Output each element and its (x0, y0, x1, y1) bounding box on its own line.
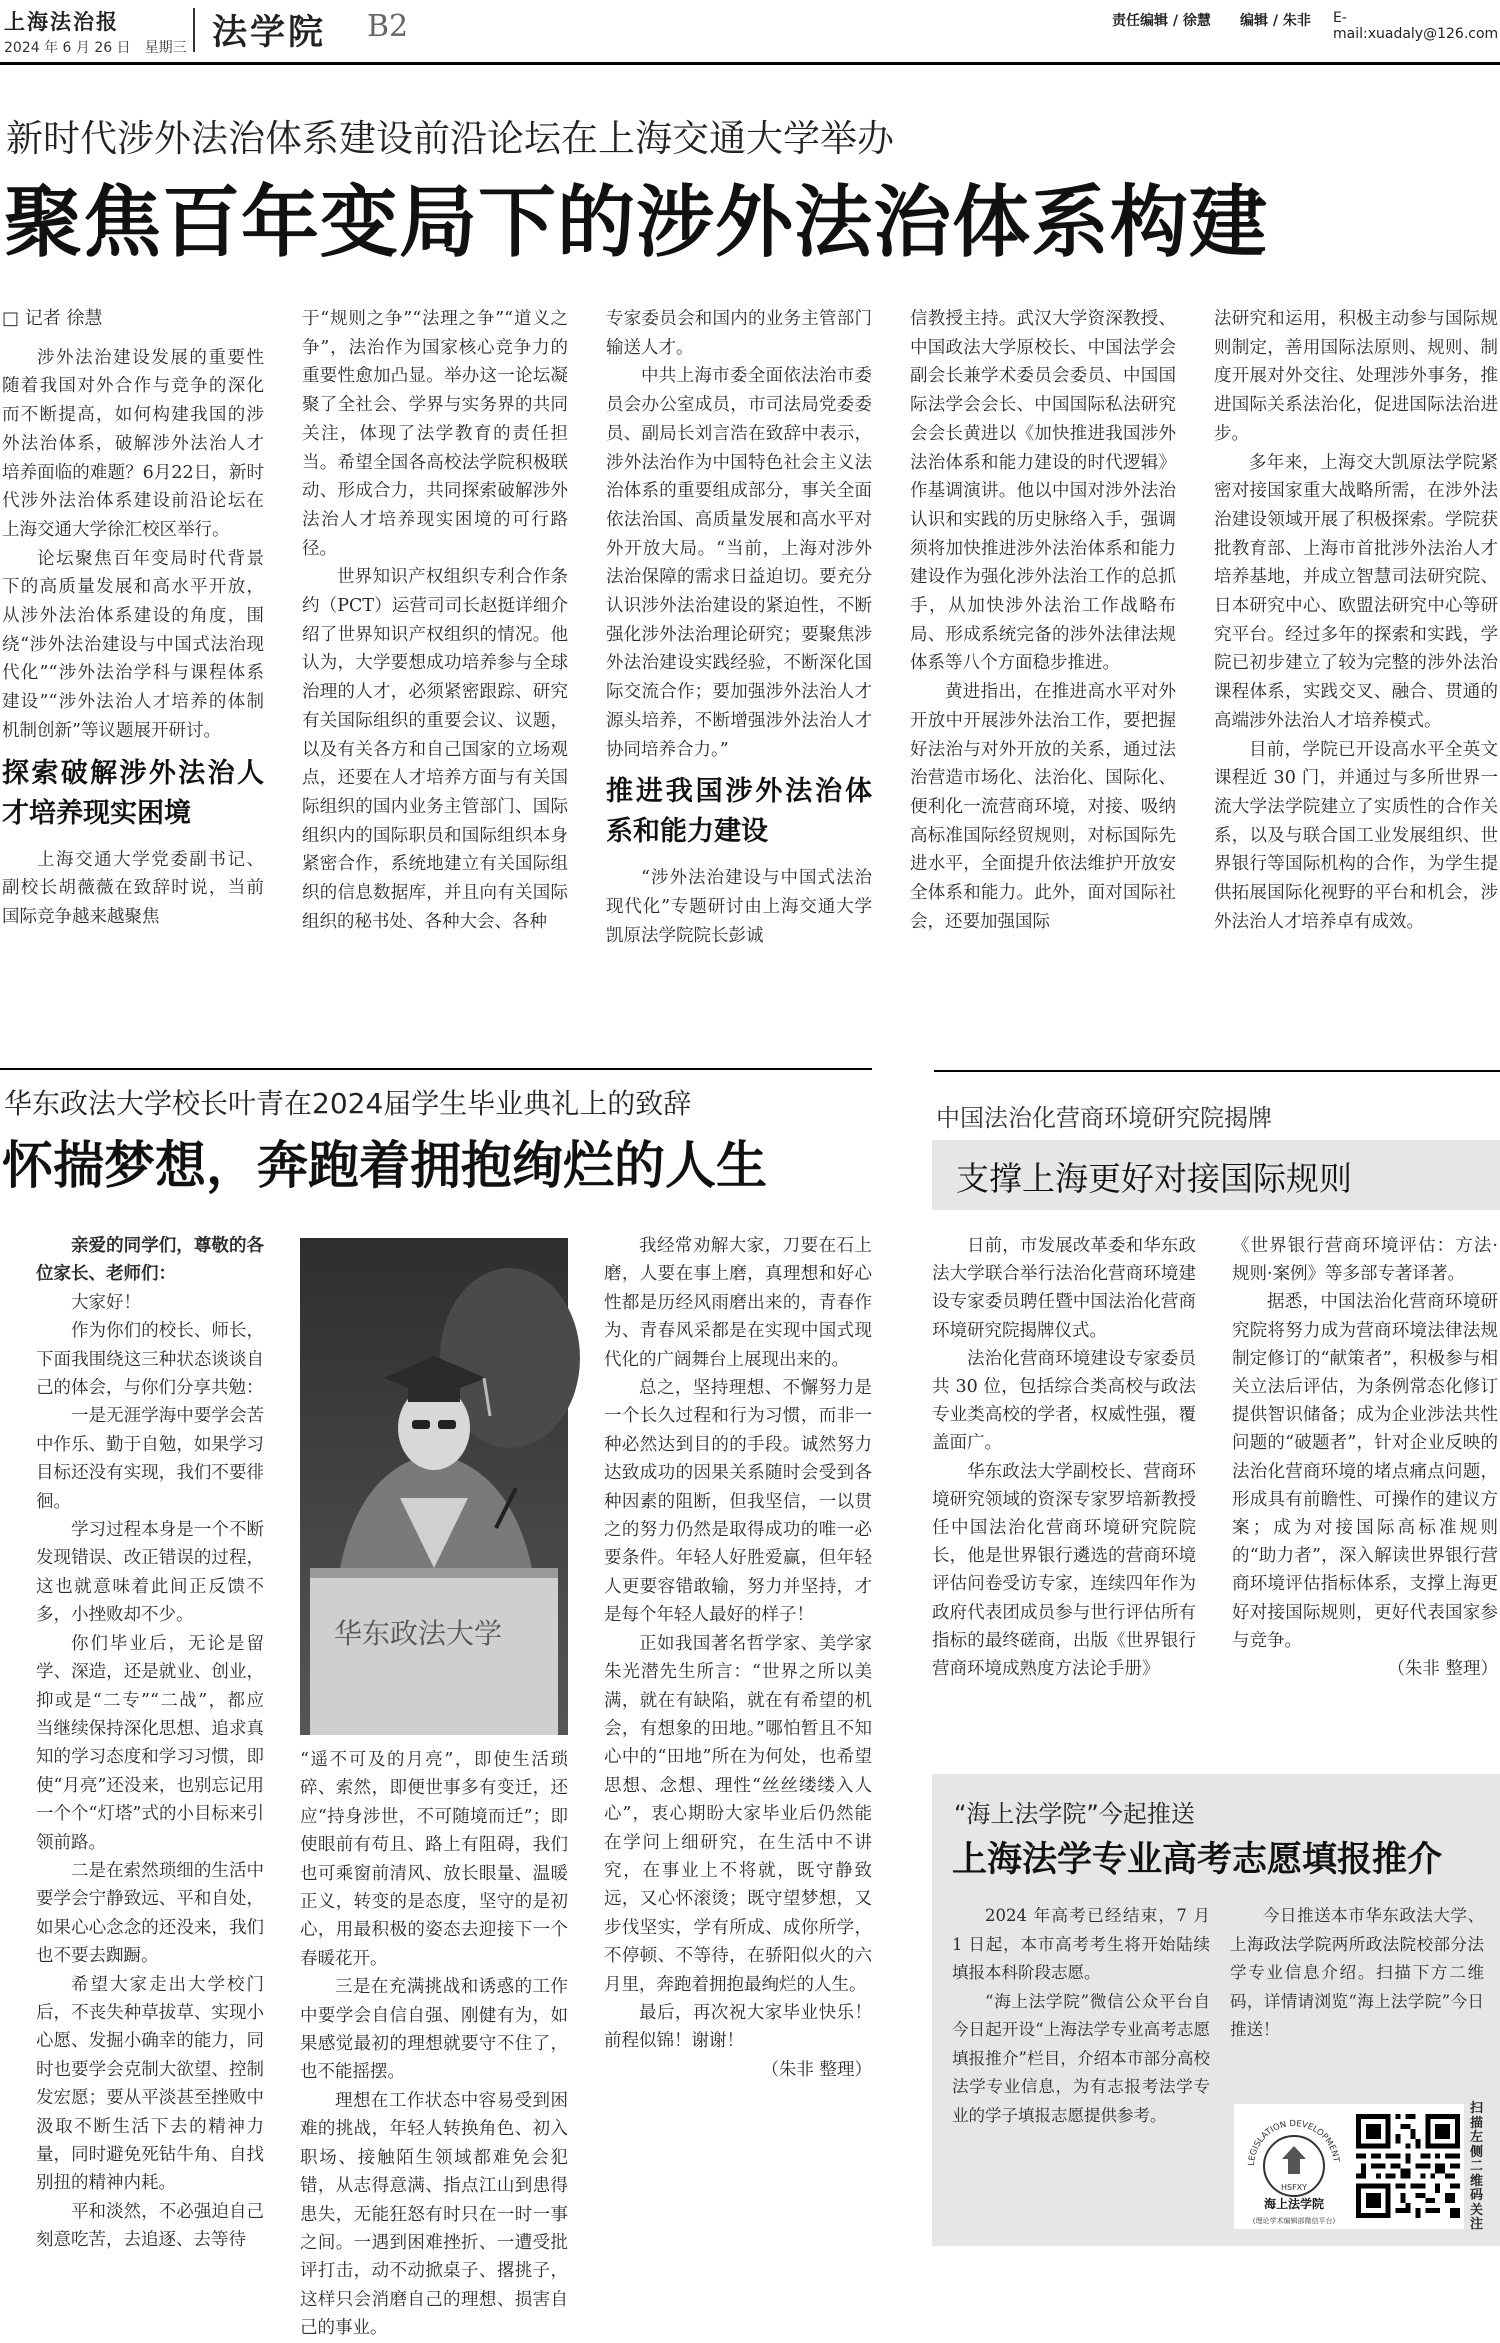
article3-col1-p3: 华东政法大学副校长、营商环境研究领域的资深专家罗培新教授任中国法治化营商环境研究院院长，他是世界银行遴选的营商环境评估问卷受访专家，连续四年作为政府代表团成员参与世行评估所有指标的最终磋商，出版《世界银行营商环境成熟度方法论手册》 (932, 1461, 1196, 1680)
article3-col2-p2: 据悉，中国法治化营商环境研究院将努力成为营商环境法律法规制定修订的“献策者”，积极参与相关立法后评估，为条例常态化修订提供智识储备；成为企业涉法共性问题的“破题者”，针对企业反映的法治化营商环境的堵点痛点问题，形成具有前瞻性、可操作的建议方案；成为对接国际高标准规则的“助力者”，深入解读世界银行营商环境评估指标体系，支撑上海更好对接国际规则，更好代表国家参与竞争。 (1232, 1292, 1498, 1651)
article1-col4-p2: 黄进指出，在推进高水平对外开放中开展涉外法治工作，要把握好法治与对外开放的关系，通过法治营造市场化、法治化、国际化、便利化一流营商环境，对接、吸纳高标准国际经贸规则，对标国际先进水平，全面提升依法维护开放安全体系和能力。此外，面对国际社会，还要加强国际 (910, 682, 1176, 932)
article2-col1-p1: 亲爱的同学们，尊敬的各位家长、老师们： (36, 1236, 264, 1285)
article3-signoff: （朱非 整理） (1387, 1659, 1498, 1680)
article1-col2-p2: 世界知识产权组织专利合作条约（PCT）运营司司长赵挺详细介绍了世界知识产权组织的情况。他认为，大学要想成功培养参与全球治理的人才，必须紧密跟踪、研究有关国际组织的重要会议、议题，以及有关各方和自己国家的立场观点，还要在人才培养方面与有关国际组织的国内业务主管部门、国际组织内的国际职员和国际组织本身紧密合作，系统地建立有关国际组织的信息数据库，并且向有关国际组织的秘书处、各种大会、各种 (302, 567, 568, 932)
masthead (0, 0, 1500, 62)
article3-headline: 支撑上海更好对接国际规则 (956, 1159, 1352, 1198)
article1-col3 (606, 305, 872, 1015)
article2-col3-p3: 正如我国著名哲学家、美学家朱光潜先生所言：“世界之所以美满，就在有缺陷，就在有希望的机会，有想象的田地。”哪怕暂且不知心中的“田地”所在为何处，也希望思想、念想、理性“丝丝缕缕入人心”，衷心期盼大家毕业后仍然能在学问上细研究，在生活中不讲究，在事业上不将就，既守静致远，又心怀滚烫；既守望梦想，又步伐坚实，学有所成、成你所学，不停顿、不等待，在骄阳似火的六月里，奔跑着拥抱最绚烂的人生。 (604, 1633, 872, 1995)
masthead-rule (0, 62, 1500, 65)
article1-byline: □ 记者 徐慧 (2, 308, 103, 329)
page-number: B2 (367, 9, 409, 44)
article3-headline-panel (932, 1140, 1500, 1210)
article1-col1-p1: 涉外法治建设发展的重要性随着我国对外合作与竞争的深化而不断提高，如何构建我国的涉外法治体系，破解涉外法治人才培养面临的难题？6月22日，新时代涉外法治体系建设前沿论坛在上海交通大学徐汇校区举行。 (2, 347, 264, 540)
article1-col4 (910, 305, 1176, 1015)
article3-col1-p2: 法治化营商环境建设专家委员共 30 位，包括综合类高校与政法专业类高校的学者，权威性强，覆盖面广。 (932, 1348, 1196, 1454)
article1-col1-p2: 论坛聚焦百年变局时代背景下的高质量发展和高水平开放，从涉外法治体系建设的角度，围绕“涉外法治建设与中国式法治现代化”“涉外法治学科与课程体系建设”“涉外法治人才培养的体制机制创新”等议题展开研讨。 (2, 548, 264, 741)
article1-col5-p2: 多年来，上海交大凯原法学院紧密对接国家重大战略所需，在涉外法治建设领域开展了积极探索。学院获批教育部、上海市首批涉外法治人才培养基地，并成立智慧司法研究院、日本研究中心、欧盟法研究中心等研究平台。经过多年的探索和实践，学院已初步建立了较为完整的涉外法治课程体系，实践交叉、融合、贯通的高端涉外法治人才培养模式。 (1214, 452, 1498, 731)
issue-date: 2024 年 6 月 26 日 星期三 (4, 40, 187, 56)
article2-col2-p2: 三是在充满挑战和诱惑的工作中要学会自信自强、刚健有为，如果感觉最初的理想就要守不住了，也不能摇摆。 (300, 1977, 568, 2083)
article1-col5-p1: 法研究和运用，积极主动参与国际规则制定，善用国际法原则、规则、制度开展对外交往、处理涉外事务，推进国际关系法治化，促进国际法治进步。 (1214, 309, 1498, 444)
article2-top-rule (0, 1068, 872, 1070)
podium-text: 华东政法大学 (334, 1617, 503, 1650)
article2-col3-p4: 最后，再次祝大家毕业快乐！前程似锦！谢谢！ (604, 2002, 872, 2052)
article1-col3-p3: “涉外法治建设与中国式法治现代化”专题研讨由上海交通大学凯原法学院院长彭诚 (606, 868, 872, 946)
article4-col1-p1: 2024 年高考已经结束，7 月 1 日起，本市高考考生将开始陆续填报本科阶段志愿。 (952, 1906, 1210, 1982)
article3-col2 (1232, 1232, 1498, 1787)
logo-name: 海上法学院 (1263, 2197, 1325, 2211)
speaker-photo-graphic (300, 1238, 568, 1735)
article1-headline: 聚焦百年变局下的涉外法治体系构建 (4, 178, 1269, 268)
article1-col2 (302, 305, 568, 1015)
article3-col1 (932, 1232, 1196, 1787)
article1-col5-p3: 目前，学院已开设高水平全英文课程近 30 门，并通过与多所世界一流大学法学院建立了实质性的合作关系，以及与联合国工业发展组织、世界银行等国际机构的合作，为学生提供拓展国际化视野的平台和机会，涉外法治人才培养卓有成效。 (1214, 739, 1498, 932)
editor-label: 责任编辑 / 徐慧 (1112, 13, 1211, 29)
email-address: E-mail:xuadaly@126.com (1333, 10, 1499, 42)
logo-abbrev: HSFXY (1280, 2183, 1308, 2192)
article2-col1-p7: 二是在索然琐细的生活中要学会宁静致远、平和自处，如果心心念念的还没来，我们也不要去踟蹰。 (36, 1860, 264, 1967)
article2-col3-p1: 我经常劝解大家，刀要在石上磨，人要在事上磨，真理想和好心性都是历经风雨磨出来的，青春作为、青春风采都是在实现中国式现代化的广阔舞台上展现出来的。 (604, 1236, 872, 1370)
speaker-photo (300, 1238, 568, 1735)
article2-col1 (36, 1232, 264, 2251)
article4-col1-p2: “海上法学院”微信公众平台自今日起开设“上海法学专业高考志愿填报推介”栏目，介绍本市部分高校法学专业信息，为有志报考法学专业的学子填报志愿提供参考。 (952, 1991, 1210, 2125)
article2-col1-p5: 学习过程本身是一个不断发现错误、改正错误的过程，这也就意味着此间正反馈不多，小挫败却不少。 (36, 1520, 264, 1626)
logo-ring-text: LEGISLATION DEVELOPMENT (1246, 2118, 1341, 2167)
article3-col1-p1: 日前，市发展改革委和华东政法大学联合举行法治化营商环境建设专家委员聘任暨中国法治化营商环境研究院揭牌仪式。 (932, 1236, 1196, 1341)
article1-col4-p1: 信教授主持。武汉大学资深教授、中国政法大学原校长、中国法学会副会长兼学术委员会委员、中国国际法学会会长、中国国际私法研究会会长黄进以《加快推进我国涉外法治体系和能力建设的时代逻辑》作基调演讲。他以中国对涉外法治认识和实践的历史脉络入手，强调须将加快推进涉外法治体系和能力建设作为强化涉外法治工作的总抓手，从加快涉外法治工作战略布局、形成系统完备的涉外法律法规体系等八个方面稳步推进。 (910, 309, 1176, 674)
article4-headline: 上海法学专业高考志愿填报推介 (952, 1840, 1443, 1880)
article2-col1-p9: 平和淡然，不必强迫自己刻意吃苦，去追逐、去等待 (36, 2201, 264, 2251)
article3-col2-p1: 《世界银行营商环境评估：方法·规则·案例》等多部专著译著。 (1232, 1236, 1498, 1285)
article4-col1 (952, 1902, 1210, 2232)
article3-kicker: 中国法治化营商环境研究院揭牌 (936, 1104, 1272, 1132)
article2-col3-p2: 总之，坚持理想、不懈努力是一个长久过程和行为习惯，而非一种必然达到目的的手段。诚然努力达致成功的因果关系随时会受到各种因素的阻断，但我坚信，一以贯之的努力仍然是取得成功的唯一必要条件。年轻人好胜爱赢，但年轻人更要容错敢输，努力并坚持，才是每个年轻人最好的样子！ (604, 1378, 872, 1626)
article4-col2 (1230, 1902, 1484, 2072)
article1-col2-p1: 于“规则之争”“法理之争”“道义之争”，法治作为国家核心竞争力的重要性愈加凸显。举办这一论坛凝聚了全社会、学界与实务界的共同关注，体现了法学教育的责任担当。希望全国各高校法学院积极联动、形成合力，共同探索破解涉外法治人才培养现实困境的可行路径。 (302, 309, 568, 559)
article2-headline: 怀揣梦想，奔跑着拥抱绚烂的人生 (2, 1137, 768, 1196)
article2-col1-p6: 你们毕业后，无论是留学、深造，还是就业、创业，抑或是“二专”“二战”，都应当继续保持深化思想、追求真知的学习态度和学习习惯，即使“月亮”还没来，也别忘记用一个个“灯塔”式的小目标来引领前路。 (36, 1633, 264, 1853)
article2-col2-p1: “遥不可及的月亮”，即使生活琐碎、索然，即便世事多有变迁，还应“持身涉世，不可随境而迁”；即使眼前有苟且、路上有阻碍，我们也可乘窗前清风、放长眼量、温暖正义，转变的是态度，坚守的是初心，用最积极的姿态去迎接下一个春暖花开。 (300, 1750, 568, 1969)
hsfxy-logo (1234, 2104, 1354, 2229)
article4-col2-p1: 今日推送本市华东政法大学、上海政法学院两所政法院校部分法学专业信息介绍。扫描下方二维码，详情请浏览“海上法学院”今日推送！ (1230, 1906, 1484, 2039)
logo-caption: (理论学术编辑部微信平台) (1252, 2217, 1336, 2225)
article4-kicker: “海上法学院”今起推送 (954, 1800, 1195, 1828)
article1-col3-p2: 中共上海市委全面依法治市委员会办公室成员，市司法局党委委员、副局长刘言浩在致辞中表示，涉外法治作为中国特色社会主义法治体系的重要组成部分，事关全面依法治国、高质量发展和高水平对外开放大局。“当前，上海对涉外法治保障的需求日益迫切。要充分认识涉外法治建设的紧迫性，不断强化涉外法治理论研究；要聚焦涉外法治建设实践经验，不断深化国际交流合作；要加强涉外法治人才源头培养，不断增强涉外法治人才协同培养合力。” (606, 366, 872, 760)
article4-panel (932, 1774, 1500, 2246)
article2-col1-p3: 作为你们的校长、师长，下面我围绕这三种状态谈谈自己的体会，与你们分享共勉： (36, 1321, 264, 1399)
section-name: 法学院 (212, 13, 327, 53)
article1-col3-p1: 专家委员会和国内的业务主管部门输送人才。 (606, 309, 872, 358)
article1-kicker: 新时代涉外法治体系建设前沿论坛在上海交通大学举办 (6, 117, 894, 160)
article2-col1-p8: 希望大家走出大学校门后，不丧失种草拔草、实现小心愿、发掘小确幸的能力，同时也要学会克制大欲望、控制发宏愿；要从平淡甚至挫败中汲取不断生活下去的精神力量，同时避免死钻牛角、自找别扭的精神内耗。 (36, 1974, 264, 2194)
article2-col1-p4: 一是无涯学海中要学会苦中作乐、勤于自勉，如果学习目标还没有实现，我们不要徘徊。 (36, 1406, 264, 1512)
article2-col2 (300, 1746, 568, 2339)
article1-col1-p3: 上海交通大学党委副书记、副校长胡薇薇在致辞时说，当前国际竞争越来越聚焦 (2, 849, 264, 927)
paper-name: 上海法治报 (4, 9, 119, 34)
article1-subhead2: 推进我国涉外法治体系和能力建设 (606, 776, 872, 848)
article2-kicker: 华东政法大学校长叶青在2024届学生毕业典礼上的致辞 (4, 1087, 692, 1120)
article2-col1-p2: 大家好！ (71, 1292, 141, 1313)
qr-code-icon[interactable] (1356, 2114, 1460, 2218)
article1-subhead1: 探索破解涉外法治人才培养现实困境 (2, 757, 264, 829)
masthead-divider (193, 8, 195, 52)
article2-signoff: （朱非 整理） (761, 2059, 872, 2080)
article2-col2-p3: 理想在工作状态中容易受到困难的挑战，年轻人转换角色、初入职场、接触陌生领域都难免会犯错，从志得意满、指点江山到患得患失，无能狂怒有时只在一时一事之间。一遇到困难挫折、一遭受批评打击，动不动掀桌子、撂挑子，这样只会消磨自己的理想、损害自己的事业。 (300, 2090, 568, 2339)
article3-top-rule (934, 1070, 1500, 1072)
logo-qr-block (1234, 2104, 1464, 2229)
article1-col1 (2, 305, 264, 1015)
qr-caption: 扫描左侧二维码关注 (1470, 2101, 1484, 2232)
layout-editor-label: 编辑 / 朱非 (1240, 13, 1311, 29)
article2-col3 (604, 1232, 872, 2232)
article1-col5 (1214, 305, 1498, 1015)
